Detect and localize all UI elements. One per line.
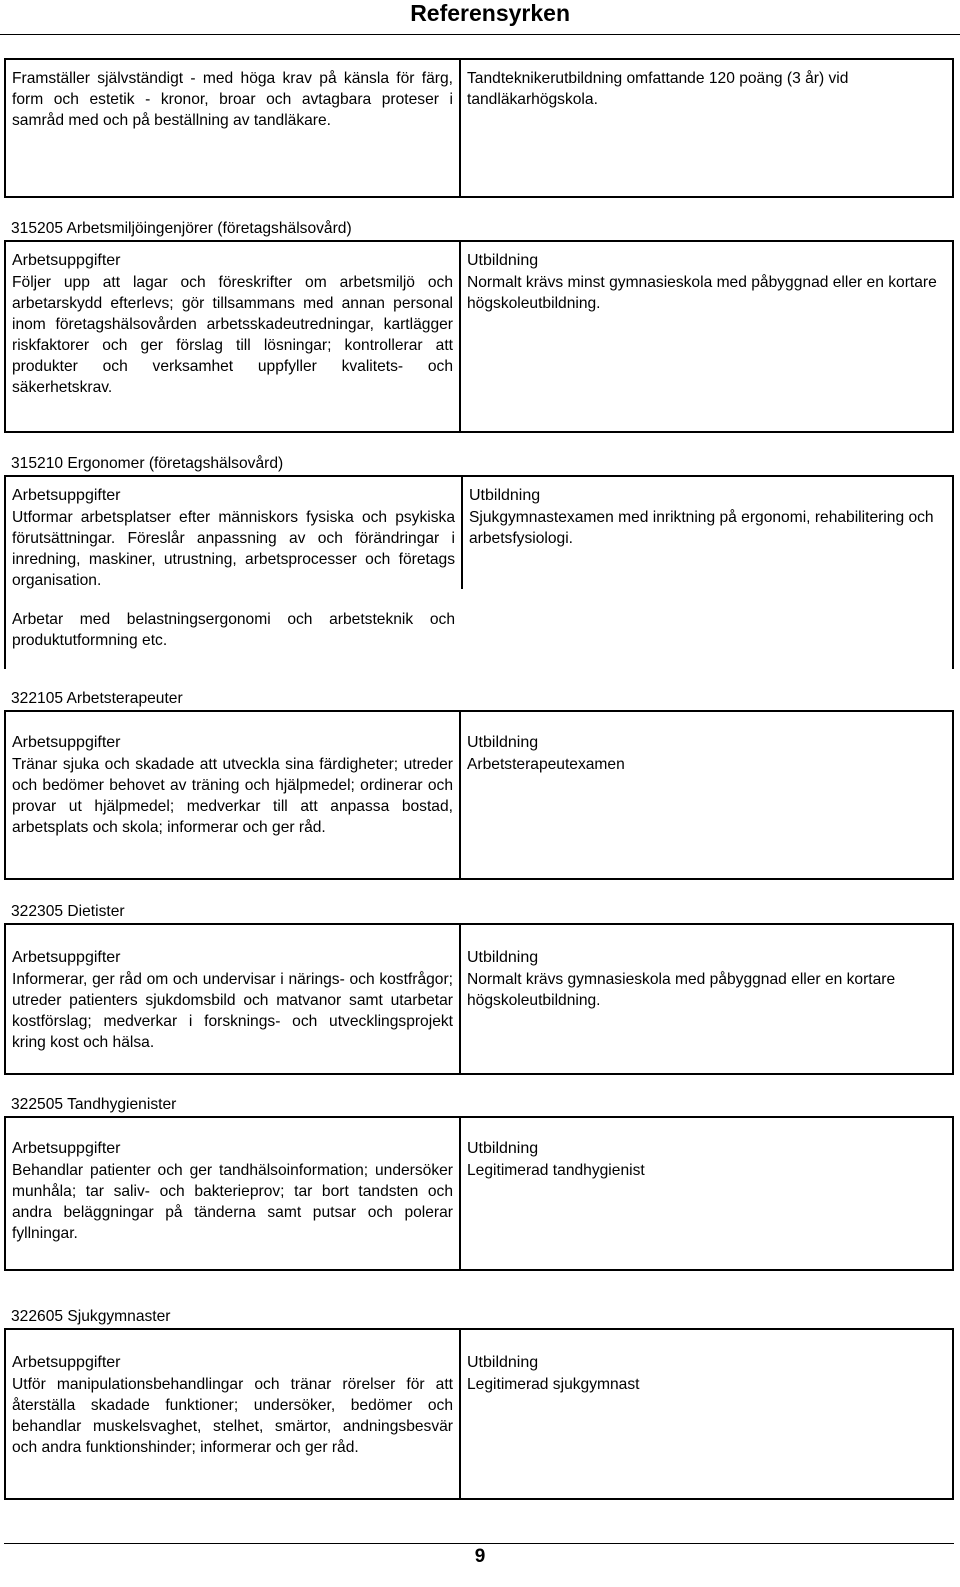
education-description: Arbetsterapeutexamen (467, 756, 625, 773)
task-description: Framställer självständigt - med höga krav på känsla för färg, form och estetik - kronor, broar och avtagbara proteser i samråd med och på beställning av tandläkare. (12, 70, 453, 129)
right-column (461, 242, 952, 431)
tasks-label: Arbetsuppgifter (12, 487, 121, 504)
occupation-title: 322605 Sjukgymnaster (11, 1308, 171, 1325)
right-column (461, 925, 952, 1073)
occupation-box (4, 1328, 954, 1500)
right-column (461, 712, 952, 878)
task-description: Följer upp att lagar och föreskrifter om arbetsmiljö och arbetarskydd efterlevs; gör tillsammans med annan personal inom företagshälsovården arbetsskadeutredningar, kartlägger riskfaktorer och ger förslag till lösningar; kontrollerar att produkter och verksamhet uppfyller kvalitets- och säkerhetskrav. (12, 274, 453, 396)
left-column (6, 477, 461, 669)
tasks-label: Arbetsuppgifter (12, 949, 121, 966)
education-description: Tandteknikerutbildning omfattande 120 poäng (3 år) vid tandläkarhögskola. (467, 70, 849, 108)
education-label: Utbildning (467, 1354, 539, 1371)
occupation-box-continued (4, 58, 954, 198)
occupation-title: 315210 Ergonomer (företagshälsovård) (11, 455, 284, 472)
tasks-label: Arbetsuppgifter (12, 252, 121, 269)
occupation-title: 322505 Tandhygienister (11, 1096, 177, 1113)
page-title: Referensyrken (410, 0, 570, 26)
education-label: Utbildning (469, 487, 541, 504)
task-description: Informerar, ger råd om och undervisar i närings- och kostfrågor; utreder patienters sjukdomsbild och matvanor samt utarbetar kostförslag; medverkar i forsknings- och utvecklingsprojekt kring kost och hälsa. (12, 971, 453, 1051)
left-column (6, 925, 461, 1073)
education-description: Normalt krävs minst gymnasieskola med påbyggnad eller en kortare högskoleutbildning. (467, 274, 937, 312)
left-column (6, 242, 461, 431)
occupation-title: 322105 Arbetsterapeuter (11, 690, 183, 707)
task-description: Behandlar patienter och ger tandhälsoinformation; undersöker munhåla; tar saliv- och bakterieprov; tar bort tandsten och andra beläggningar på tänderna samt putsar och polerar fyllningar. (12, 1162, 453, 1242)
right-column (461, 1330, 952, 1498)
right-column (461, 1118, 952, 1269)
task-description: Utför manipulationsbehandlingar och tränar rörelser för att återställa skadade funktioner; undersöker, bedömer och behandlar muskelsvaghet, stelhet, smärtor, andningsbesvär och andra funktionshinder; informerar och ger råd. (12, 1376, 453, 1456)
occupation-title: 315205 Arbetsmiljöingenjörer (företagshälsovård) (11, 220, 352, 237)
task-description-extra: Arbetar med belastningsergonomi och arbetsteknik och produktutformning etc. (12, 611, 455, 649)
education-label: Utbildning (467, 1140, 539, 1157)
education-description: Legitimerad sjukgymnast (467, 1376, 640, 1393)
occupation-title: 322305 Dietister (11, 903, 125, 920)
education-label: Utbildning (467, 252, 539, 269)
left-column (6, 60, 461, 196)
right-column (461, 60, 952, 196)
task-description: Utformar arbetsplatser efter människors fysiska och psykiska förutsättningar. Föreslår anpassning av och förändringar i inredning, maskiner, utrustning, arbetsprocesser och företags organisation. (12, 509, 455, 589)
education-label: Utbildning (467, 734, 539, 751)
occupation-box (4, 1116, 954, 1271)
education-description: Sjukgymnastexamen med inriktning på ergonomi, rehabilitering och arbetsfysiologi. (469, 509, 934, 547)
education-description: Normalt krävs gymnasieskola med påbyggnad eller en kortare högskoleutbildning. (467, 971, 896, 1009)
left-column (6, 1330, 461, 1498)
page-number: 9 (474, 1546, 486, 1567)
occupation-box (4, 240, 954, 433)
education-description: Legitimerad tandhygienist (467, 1162, 645, 1179)
left-column (6, 1118, 461, 1269)
tasks-label: Arbetsuppgifter (12, 1354, 121, 1371)
right-column (461, 477, 952, 589)
left-column (6, 712, 461, 878)
footer-divider (4, 1543, 954, 1544)
occupation-box (4, 710, 954, 880)
education-label: Utbildning (467, 949, 539, 966)
occupation-box (4, 475, 954, 669)
tasks-label: Arbetsuppgifter (12, 734, 121, 751)
task-description: Tränar sjuka och skadade att utveckla sina färdigheter; utreder och bedömer behovet av träning och hjälpmedel; ordinerar och provar ut hjälpmedel; medverkar till att anpassa bostad, arbetsplats och skola; informerar och ger råd. (12, 756, 453, 836)
tasks-label: Arbetsuppgifter (12, 1140, 121, 1157)
occupation-box (4, 923, 954, 1075)
page-header (0, 0, 960, 35)
